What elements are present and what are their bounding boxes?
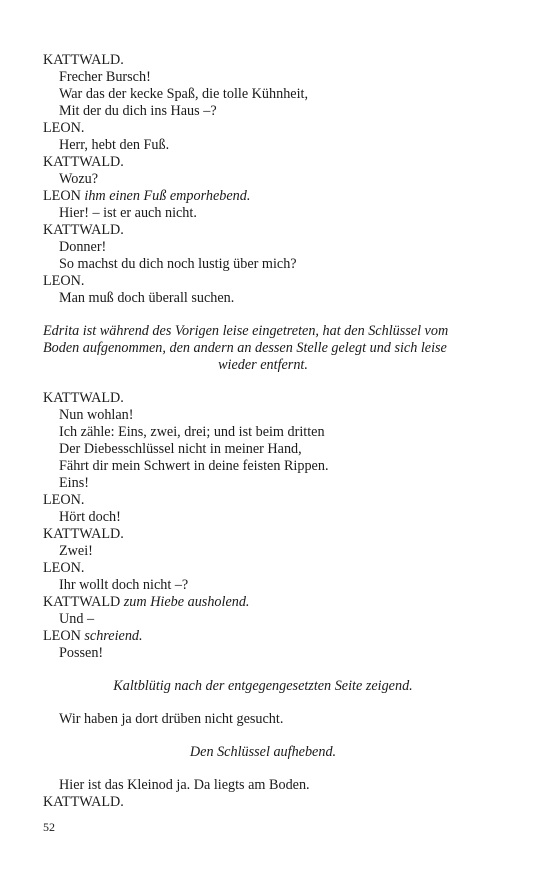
speaker-name: LEON.: [43, 492, 85, 508]
play-text: [43, 52, 483, 811]
verse-line: Nun wohlan!: [59, 407, 134, 423]
verse-line: War das der kecke Spaß, die tolle Kühnheit,: [59, 86, 309, 102]
verse-line: Fährt dir mein Schwert in deine feisten Rippen.: [59, 458, 329, 474]
inline-stage-direction: schreiend.: [84, 628, 143, 644]
speaker-name: KATTWALD.: [43, 794, 124, 810]
stage-direction: Kaltblütig nach der entgegengesetzten Seite zeigend.: [113, 678, 413, 694]
verse-line: Hier ist das Kleinod ja. Da liegts am Boden.: [59, 777, 310, 793]
speaker-line: [43, 526, 483, 543]
speaker-line: [43, 492, 483, 509]
speaker-name: LEON: [43, 628, 81, 644]
verse-line: Frecher Bursch!: [59, 69, 151, 85]
speaker-line: [43, 560, 483, 577]
speaker-line: [43, 594, 483, 611]
verse-line: Possen!: [59, 645, 104, 661]
verse-line: Zwei!: [59, 543, 93, 559]
spacer: [43, 728, 483, 744]
verse-line: Hier! – ist er auch nicht.: [59, 205, 197, 221]
speaker-line: [43, 188, 483, 205]
speaker-name: KATTWALD.: [43, 222, 124, 238]
verse-line: Man muß doch überall suchen.: [59, 290, 235, 306]
verse-line: Donner!: [59, 239, 107, 255]
spacer: [43, 374, 483, 390]
speaker-line: [43, 52, 483, 69]
stage-direction-line: wieder entfernt.: [218, 357, 308, 373]
verse-line: Ihr wollt doch nicht –?: [59, 577, 189, 593]
spacer: [43, 662, 483, 678]
inline-stage-direction: ihm einen Fuß emporhebend.: [84, 188, 251, 204]
speaker-name: KATTWALD.: [43, 154, 124, 170]
verse-line: Mit der du dich ins Haus –?: [59, 103, 217, 119]
verse-line: Wir haben ja dort drüben nicht gesucht.: [59, 711, 284, 727]
spacer: [43, 761, 483, 777]
verse-line: Herr, hebt den Fuß.: [59, 137, 170, 153]
verse-line: Ich zähle: Eins, zwei, drei; und ist beim dritten: [59, 424, 325, 440]
speaker-line: [43, 222, 483, 239]
stage-direction-line: Boden aufgenommen, den andern an dessen Stelle gelegt und sich leise: [43, 340, 447, 356]
dialogue-block: [43, 390, 483, 662]
speaker-name: LEON.: [43, 560, 85, 576]
stage-direction-line: Edrita ist während des Vorigen leise eingetreten, hat den Schlüssel vom: [43, 323, 449, 339]
speaker-line: [43, 628, 483, 645]
spacer: [43, 695, 483, 711]
stage-direction: [43, 323, 483, 374]
verse-line: Wozu?: [59, 171, 99, 187]
dialogue-block: [43, 52, 483, 307]
speaker-line: [43, 390, 483, 407]
spacer: [43, 307, 483, 323]
speaker-name: LEON.: [43, 273, 85, 289]
verse-line: So machst du dich noch lustig über mich?: [59, 256, 297, 272]
stage-direction: Den Schlüssel aufhebend.: [189, 744, 337, 760]
verse-line: Eins!: [59, 475, 89, 491]
verse-line: Und –: [59, 611, 95, 627]
page-number: 52: [43, 820, 55, 834]
inline-stage-direction: zum Hiebe ausholend.: [123, 594, 250, 610]
speaker-name: KATTWALD.: [43, 390, 124, 406]
verse-line: Der Diebesschlüssel nicht in meiner Hand,: [59, 441, 302, 457]
speaker-name: LEON: [43, 188, 81, 204]
speaker-name: KATTWALD.: [43, 52, 124, 68]
speaker-name: KATTWALD: [43, 594, 121, 610]
speaker-line: [43, 273, 483, 290]
speaker-line: [43, 120, 483, 137]
speaker-name: LEON.: [43, 120, 85, 136]
speaker-name: KATTWALD.: [43, 526, 124, 542]
speaker-line: [43, 154, 483, 171]
verse-line: Hört doch!: [59, 509, 121, 525]
